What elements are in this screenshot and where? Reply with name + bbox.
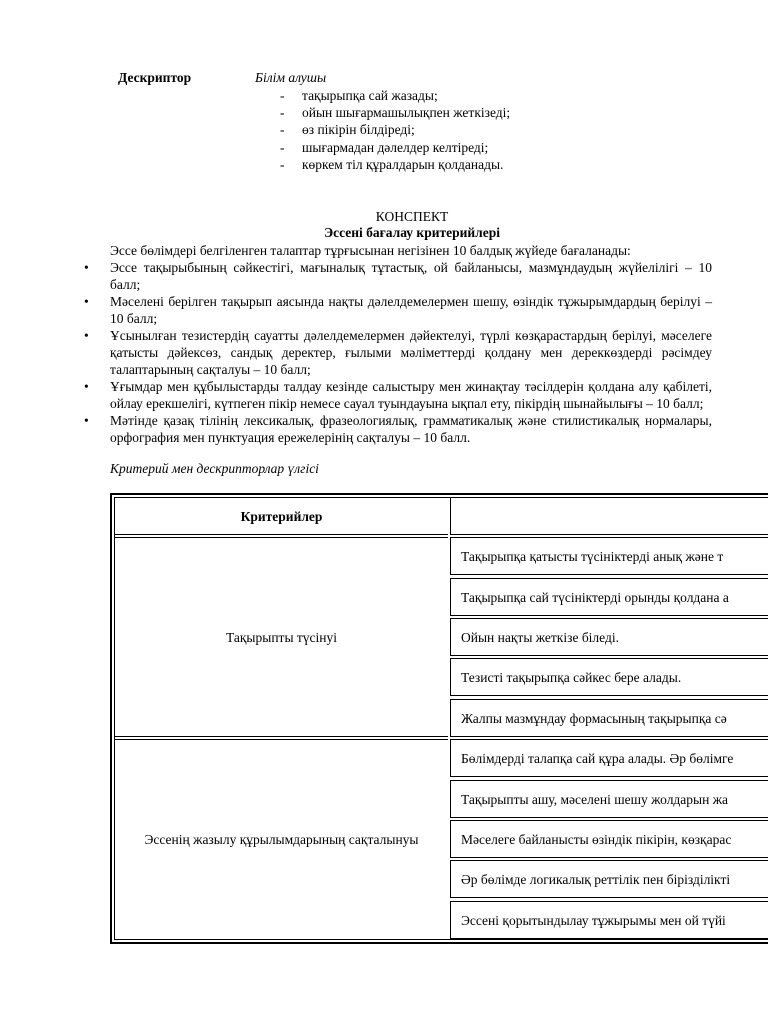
table-cell: Жалпы мазмұндау формасының тақырыпқа сә <box>450 699 768 737</box>
table-cell: Тақырыпқа сай түсініктерді орынды қолдана а <box>450 578 768 616</box>
table-cell: Әр бөлімде логикалық реттілік пен бірізділікті <box>450 860 768 898</box>
table-cell: Мәселеге байланысты өзіндік пікірін, көзқарас <box>450 820 768 858</box>
criteria-bullet: • Ұсынылған тезистердің сауатты дәлелдемелермен дәйектелуі, түрлі көзқарастардың берілуі, мәселеге қатысты дәйексөз, сандық деректер, ғылыми мәліметтерді қолдану мен дереккөздерді рәсімдеу талаптарының сақталуы – 10 балл; <box>110 327 712 378</box>
table-group-name: Эссенің жазылу құрылымдарының сақталынуы <box>114 739 448 940</box>
criteria-bullet: • Эссе тақырыбының сәйкестігі, мағыналық тұтастық, ой байланысы, мазмұндаудың жүйелілігі – 10 балл; <box>110 259 712 293</box>
table-group-name: Тақырыпты түсінуі <box>114 537 448 737</box>
table-cell: Ойын нақты жеткізе біледі. <box>450 618 768 656</box>
criteria-bullet: • Мәтінде қазақ тілінің лексикалық, фразеологиялық, грамматикалық және стилистикалық нормалары, орфография мен пунктуация ережелерінің сақталуы – 10 балл. <box>110 412 712 446</box>
descriptor-list <box>280 87 510 173</box>
criteria-bullet: • Ұғымдар мен құбылыстарды талдау кезінде салыстыру мен жинақтау тәсілдерін қолдана алу қабілеті, ойлау ерекшелігі, күтпеген пікір немесе сауал туындауына ықпал ету, пікірдің шынайылығы – 10 балл; <box>110 378 712 412</box>
criteria-bullet-list <box>110 259 712 446</box>
table-header-criteria: Критерийлер <box>114 497 448 535</box>
konspekt-title: КОНСПЕКТ <box>375 209 449 224</box>
descriptor-label: Дескриптор <box>118 70 192 85</box>
descriptor-subject: Білім алушы <box>255 70 327 85</box>
criteria-bullet: • Мәселені берілген тақырып аясында нақты дәлелдемелермен шешу, өзіндік тұжырымдардың берілуі – 10 балл; <box>110 293 712 327</box>
sample-title: Критерий мен дескрипторлар үлгісі <box>110 461 319 476</box>
table-cell: Тақырыпты ашу, мәселені шешу жолдарын жа <box>450 780 768 818</box>
descriptor-item: - тақырыпқа сай жазады; <box>280 88 438 103</box>
table-cell: Бөлімдерді талапқа сай құра алады. Әр бөлімге <box>450 739 768 777</box>
criteria-heading: Эссені бағалау критерийлері <box>323 225 501 240</box>
intro-paragraph: Эссе бөлімдері белгіленген талаптар тұрғысынан негізінен 10 балдық жүйеде бағаланады: <box>110 243 631 258</box>
table-cell: Тезисті тақырыпқа сәйкес бере алады. <box>450 658 768 696</box>
descriptor-item: - шығармадан дәлелдер келтіреді; <box>280 139 489 155</box>
descriptor-item: - ойын шығармашылықпен жеткізеді; <box>280 105 511 121</box>
descriptor-item: - өз пікірін білдіреді; <box>280 122 415 138</box>
table-cell: Эссені қорытындылау тұжырымы мен ой түйі <box>450 901 768 939</box>
table-header-empty <box>450 497 768 535</box>
table-cell: Тақырыпқа қатысты түсініктерді анық және т <box>450 537 768 575</box>
descriptor-item: - көркем тіл құралдарын қолданады. <box>280 156 504 172</box>
